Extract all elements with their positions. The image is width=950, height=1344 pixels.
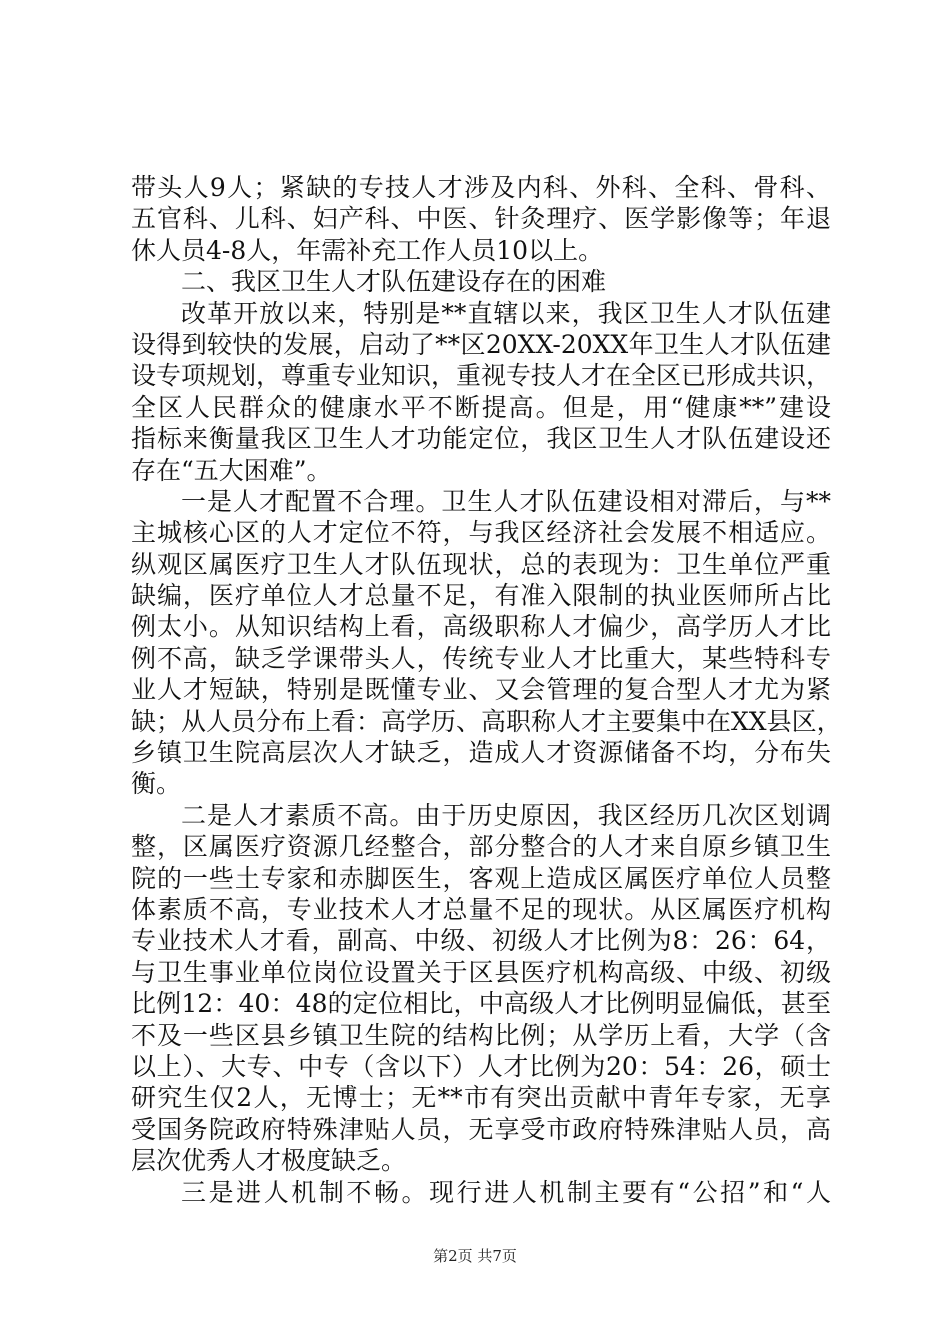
text-line: 受国务院政府特殊津贴人员，无享受市政府特殊津贴人员，高 [131,1114,831,1144]
text-line: 与卫生事业单位岗位设置关于区县医疗机构高级、中级、初级 [131,957,831,987]
text-line: 层次优秀人才极度缺乏。 [131,1146,407,1176]
text-line: 一是人才配置不合理。卫生人才队伍建设相对滞后，与** [181,486,831,516]
text-line: 专业技术人才看，副高、中级、初级人才比例为8：26：64， [131,926,831,956]
text-line: 二是人才素质不高。由于历史原因，我区经历几次区划调 [181,800,831,830]
text-line: 研究生仅2人，无博士；无**市有突出贡献中青年专家，无享 [131,1083,831,1113]
text-line: 三是进人机制不畅。现行进人机制主要有“公招”和“人 [181,1177,831,1207]
text-line: 缺；从人员分布上看：高学历、高职称人才主要集中在XX县区， [131,706,842,736]
text-line: 不及一些区县乡镇卫生院的结构比例；从学历上看，大学（含 [131,1020,831,1050]
text-line: 主城核心区的人才定位不符，与我区经济社会发展不相适应。 [131,518,831,548]
text-line: 乡镇卫生院高层次人才缺乏，造成人才资源储备不均，分布失 [131,738,831,768]
text-line: 整，区属医疗资源几经整合，部分整合的人才来自原乡镇卫生 [131,832,831,862]
text-line: 院的一些土专家和赤脚医生，客观上造成区属医疗单位人员整 [131,863,831,893]
text-line: 全区人民群众的健康水平不断提高。但是，用“健康**”建设 [131,392,831,422]
text-line: 改革开放以来，特别是**直辖以来，我区卫生人才队伍建 [181,298,831,328]
text-line: 衡。 [131,769,182,799]
text-line: 例不高，缺乏学课带头人，传统专业人才比重大，某些特科专 [131,643,831,673]
text-line: 休人员4-8人，年需补充工作人员10以上。 [131,235,604,265]
text-line: 设专项规划，尊重专业知识，重视专技人才在全区已形成共识， [131,361,832,391]
text-line: 以上）、大专、中专（含以下）人才比例为20：54：26，硕士 [131,1051,831,1081]
text-line: 业人才短缺，特别是既懂专业、又会管理的复合型人才尤为紧 [131,675,831,705]
text-line: 五官科、儿科、妇产科、中医、针灸理疗、医学影像等；年退 [131,204,831,234]
text-line: 缺编，医疗单位人才总量不足，有准入限制的执业医师所占比 [131,581,831,611]
text-line: 体素质不高，专业技术人才总量不足的现状。从区属医疗机构 [131,894,831,924]
text-line: 比例12：40：48的定位相比，中高级人才比例明显偏低，甚至 [131,989,831,1019]
text-line: 二、我区卫生人才队伍建设存在的困难 [181,267,607,297]
text-line: 纵观区属医疗卫生人才队伍现状，总的表现为：卫生单位严重 [131,549,831,579]
text-line: 存在“五大困难”。 [131,455,332,485]
text-line: 带头人9人；紧缺的专技人才涉及内科、外科、全科、骨科、 [131,173,831,202]
text-line: 指标来衡量我区卫生人才功能定位，我区卫生人才队伍建设还 [131,424,831,454]
document-body [131,172,842,1208]
text-line: 例太小。从知识结构上看，高级职称人才偏少，高学历人才比 [131,612,831,642]
text-line: 设得到较快的发展，启动了**区20XX-20XX年卫生人才队伍建 [131,329,831,359]
page-footer: 第2页 共7页 [433,1247,517,1265]
